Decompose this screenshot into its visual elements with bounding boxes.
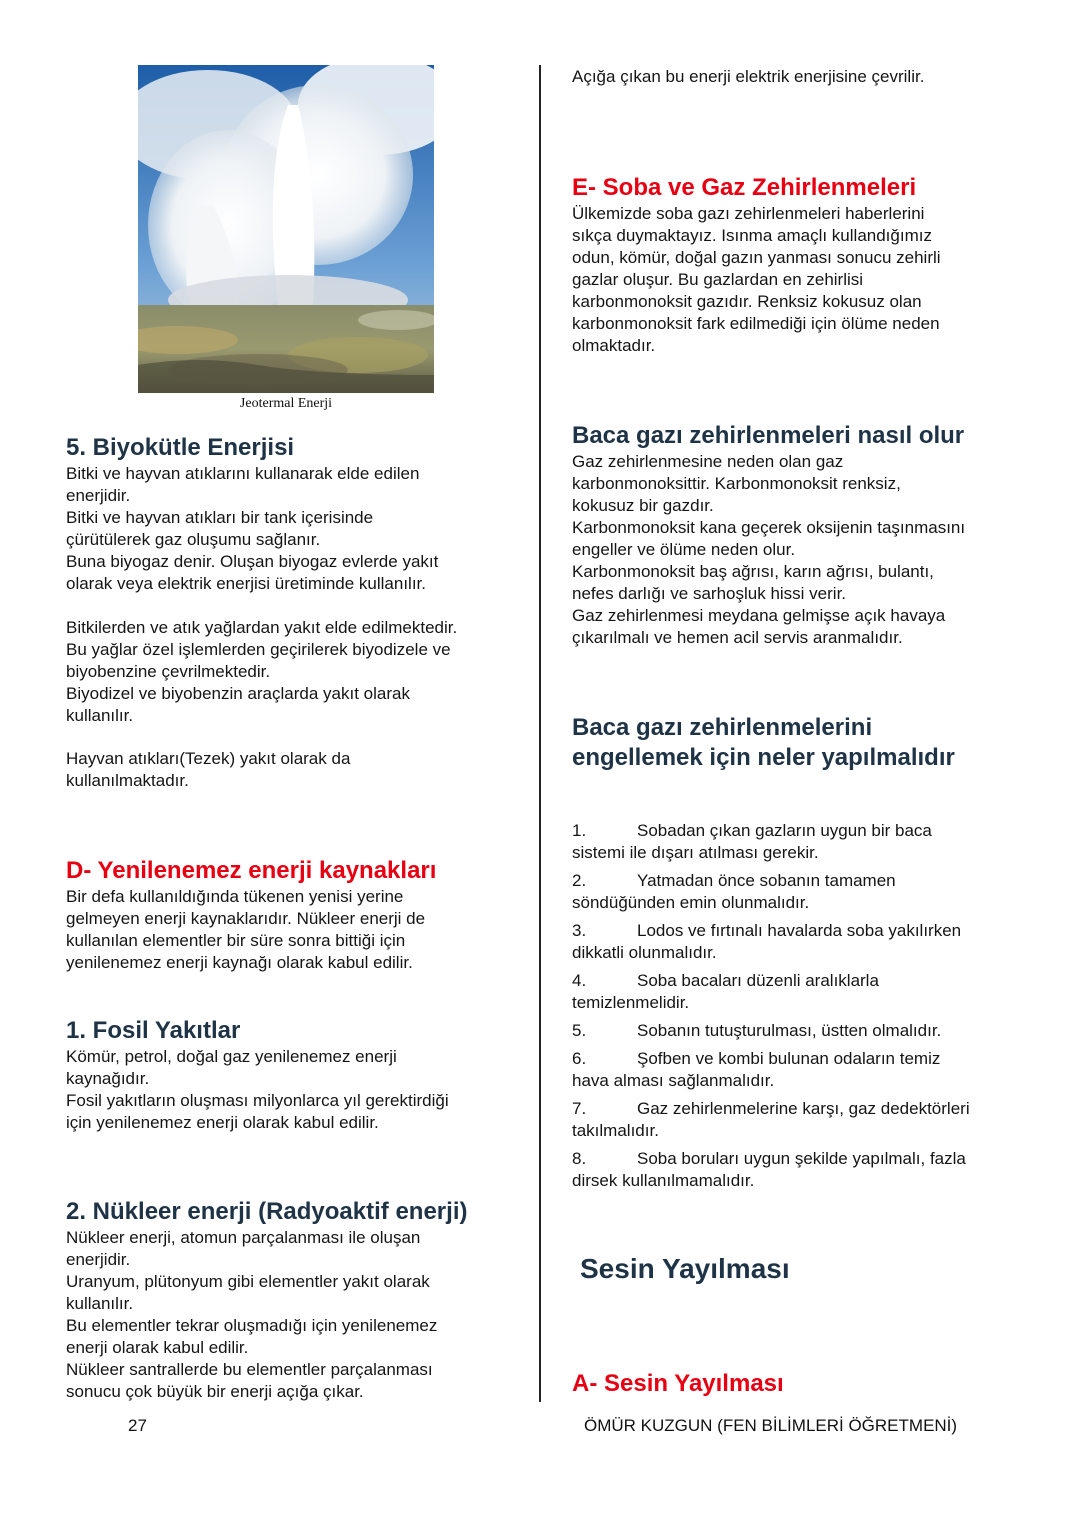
geyser-illustration [138, 65, 434, 393]
baca-engel-heading-line1: Baca gazı zehirlenmelerini [572, 714, 873, 741]
baca-nasil-heading: Baca gazı zehirlenmeleri nasıl olur [572, 422, 965, 449]
fosil-paragraph: Kömür, petrol, doğal gaz yenilenemez enerji kaynağıdır. Fosil yakıtların oluşması milyonlarca yıl gerektirdiği için yenilenemez enerji olarak kabul edilir. [66, 1047, 449, 1132]
list-item: 4. Soba bacaları düzenli aralıklarla temizlenmelidir. [572, 971, 879, 1012]
baca-engel-heading [572, 713, 955, 773]
nukleer-paragraph: Nükleer enerji, atomun parçalanması ile oluşan enerjidir. Uranyum, plütonyum gibi elementler yakıt olarak kullanılır. Bu elementler tekrar oluşmadığı için yenilenemez enerji olarak kabul edilir. Nükleer santrallerde bu elementler parçalanması sonucu çok büyük bir enerji açığa çıkar. [66, 1228, 438, 1401]
soba-paragraph: Ülkemizde soba gazı zehirlenmeleri haberlerini sıkça duymaktayız. Isınma amaçlı kullandığımız odun, kömür, doğal gazın yanması sonucu zehirli gazlar oluşur. Bu gazlardan en zehirlisi karbonmonoksit gazıdır. Renksiz kokusuz olan karbonmonoksit fark edilmediği için ölüme neden olmaktadır. [572, 204, 941, 355]
biyokutle-heading: 5. Biyokütle Enerjisi [66, 434, 295, 461]
yenilenemez-paragraph: Bir defa kullanıldığında tükenen yenisi yerine gelmeyen enerji kaynaklarıdır. Nükleer enerji de kullanılan elementler bir süre sonra bittiği için yenilenemez enerji kaynağı olarak kabul edilir. [66, 887, 426, 972]
page-number: 27 [128, 1416, 147, 1435]
image-caption: Jeotermal Enerji [239, 396, 333, 411]
sesin-title: Sesin Yayılması [580, 1253, 790, 1284]
yenilenemez-heading: D- Yenilenemez enerji kaynakları [66, 857, 437, 884]
biyokutle-paragraph-3: Hayvan atıkları(Tezek) yakıt olarak da kullanılmaktadır. [66, 749, 351, 790]
nukleer-heading: 2. Nükleer enerji (Radyoaktif enerji) [66, 1198, 468, 1225]
list-item: 3. Lodos ve fırtınalı havalarda soba yakılırken dikkatli olunmalıdır. [572, 921, 962, 962]
list-item: 7. Gaz zehirlenmelerine karşı, gaz dedektörleri takılmalıdır. [572, 1099, 970, 1140]
sesin-subheading: A- Sesin Yayılması [572, 1370, 784, 1397]
baca-nasil-paragraph: Gaz zehirlenmesine neden olan gaz karbonmonoksittir. Karbonmonoksit renksiz, kokusuz bir gazdır. Karbonmonoksit kana geçerek oksijenin taşınmasını engeller ve ölüme neden olur. Karbonmonoksit baş ağrısı, karın ağrısı, bulantı, nefes darlığı ve sarhoşluk hissi verir. Gaz zehirlenmesi meydana gelmişse açık havaya çıkarılmalı ve hemen acil servis aranmalıdır. [572, 452, 966, 647]
right-intro: Açığa çıkan bu enerji elektrik enerjisine çevrilir. [572, 67, 925, 86]
biyokutle-paragraph-1: Bitki ve hayvan atıklarını kullanarak elde edilen enerjidir. Bitki ve hayvan atıkları bir tank içerisinde çürütülerek gaz oluşumu sağlanır. Buna biyogaz denir. Oluşan biyogaz evlerde yakıt olarak veya elektrik enerjisi üretiminde kullanılır. [66, 464, 439, 593]
list-item: 8. Soba boruları uygun şekilde yapılmalı, fazla dirsek kullanılmamalıdır. [572, 1149, 966, 1190]
list-item: 2. Yatmadan önce sobanın tamamen söndüğünden emin olunmalıdır. [572, 871, 896, 912]
baca-engel-heading-line2: engellemek için neler yapılmalıdır [572, 744, 955, 771]
author-footer: ÖMÜR KUZGUN (FEN BİLİMLERİ ÖĞRETMENİ) [584, 1416, 958, 1435]
list-item: 5. Sobanın tutuşturulması, üstten olmalıdır. [572, 1021, 942, 1040]
biyokutle-paragraph-2: Bitkilerden ve atık yağlardan yakıt elde edilmektedir. Bu yağlar özel işlemlerden geçirilerek biyodizele ve biyobenzine çevrilmektedir. Biyodizel ve biyobenzin araçlarda yakıt olarak kullanılır. [66, 618, 458, 725]
prevention-list [572, 820, 1012, 1198]
list-item: 6. Şofben ve kombi bulunan odaların temiz hava alması sağlanmalıdır. [572, 1049, 941, 1090]
geothermal-geyser-photo [138, 65, 434, 393]
list-item: 1. Sobadan çıkan gazların uygun bir baca sistemi ile dışarı atılması gerekir. [572, 821, 932, 862]
soba-heading: E- Soba ve Gaz Zehirlenmeleri [572, 174, 917, 201]
column-divider [539, 65, 541, 1402]
fosil-heading: 1. Fosil Yakıtlar [66, 1017, 241, 1044]
